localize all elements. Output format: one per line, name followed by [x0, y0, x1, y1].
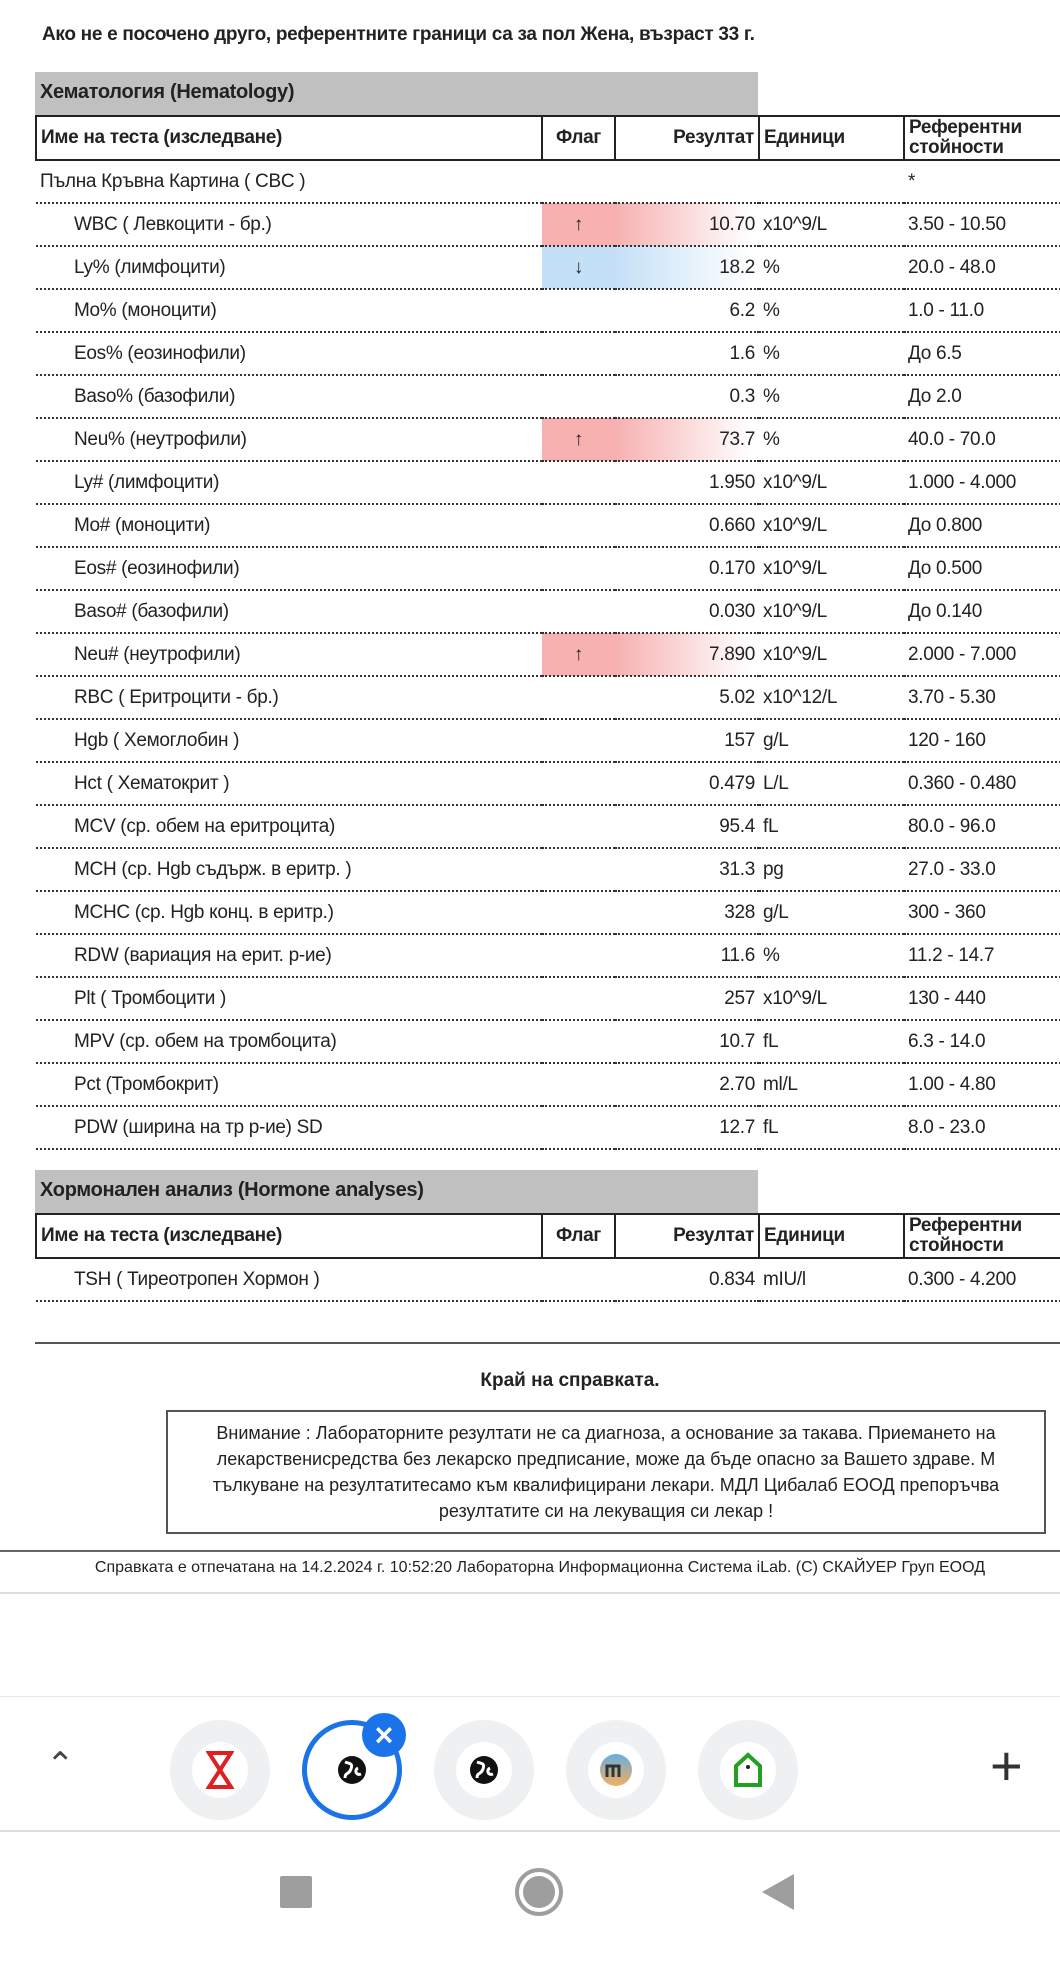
divider: [0, 1592, 1060, 1594]
units: x10^9/L: [759, 633, 904, 676]
units: fL: [759, 1106, 904, 1149]
divider: [0, 1550, 1060, 1552]
result: 157: [615, 719, 759, 762]
test-name: Baso% (базофили): [36, 375, 542, 418]
chevron-up-icon[interactable]: ⌃: [46, 1746, 75, 1784]
flag: [542, 375, 615, 418]
table-row: [36, 504, 1060, 547]
test-name: Hct ( Хематокрит ): [36, 762, 542, 805]
units: L/L: [759, 762, 904, 805]
disclaimer-line: Внимание : Лабораторните резултати не са диагноза, а основание за такава. Приемането на: [216, 1423, 996, 1443]
result: 257: [615, 977, 759, 1020]
flag: [542, 1258, 615, 1301]
disclaimer-line: лекарственисредства без лекарско предписание, може да бъде опасно за Вашето здраве. М: [216, 1449, 996, 1469]
reference-note: Ако не е посочено друго, референтните граници са за пол Жена, възраст 33 г.: [42, 24, 755, 45]
flag: [542, 547, 615, 590]
reference-range: До 0.500: [904, 547, 1060, 590]
flag: [542, 461, 615, 504]
tab-home[interactable]: [698, 1720, 798, 1820]
reference-range: 1.000 - 4.000: [904, 461, 1060, 504]
reference-range: 6.3 - 14.0: [904, 1020, 1060, 1063]
test-name: RDW (вариация на ерит. р-ие): [36, 934, 542, 977]
units: %: [759, 246, 904, 289]
result: 18.2: [615, 246, 759, 289]
flag: [542, 934, 615, 977]
units: g/L: [759, 891, 904, 934]
table-row: [36, 547, 1060, 590]
result: 2.70: [615, 1063, 759, 1106]
result: 31.3: [615, 848, 759, 891]
result: 95.4: [615, 805, 759, 848]
result: 0.834: [615, 1258, 759, 1301]
flag: [542, 1063, 615, 1106]
test-name: Ly% (лимфоцити): [36, 246, 542, 289]
test-name: Eos# (еозинофили): [36, 547, 542, 590]
table-row: [36, 1106, 1060, 1149]
col-result: Резултат: [615, 116, 759, 160]
units: %: [759, 332, 904, 375]
test-name: Ly# (лимфоцити): [36, 461, 542, 504]
result: 6.2: [615, 289, 759, 332]
reference-range: 130 - 440: [904, 977, 1060, 1020]
units: x10^9/L: [759, 203, 904, 246]
reference-range: 120 - 160: [904, 719, 1060, 762]
table-row: [36, 289, 1060, 332]
table-row: [36, 719, 1060, 762]
test-name: Baso# (базофили): [36, 590, 542, 633]
test-name: TSH ( Тиреотропен Хормон ): [36, 1258, 542, 1301]
flag: ↑: [542, 633, 615, 676]
result: 0.030: [615, 590, 759, 633]
section-title-hormones: Хормонален анализ (Hormone analyses): [35, 1170, 758, 1213]
test-name: MCHC (ср. Hgb конц. в еритр.): [36, 891, 542, 934]
units: %: [759, 375, 904, 418]
reference-range: 1.00 - 4.80: [904, 1063, 1060, 1106]
reference-range: 11.2 - 14.7: [904, 934, 1060, 977]
flag: ↑: [542, 203, 615, 246]
table-row: [36, 805, 1060, 848]
table-row: [36, 633, 1060, 676]
units: x10^9/L: [759, 461, 904, 504]
table-row: [36, 934, 1060, 977]
test-name: MCV (ср. обем на еритроцита): [36, 805, 542, 848]
hourglass-icon: [192, 1742, 248, 1798]
new-tab-icon[interactable]: +: [990, 1734, 1023, 1797]
reference-range: 0.300 - 4.200: [904, 1258, 1060, 1301]
table-row: [36, 375, 1060, 418]
reference-range: 8.0 - 23.0: [904, 1106, 1060, 1149]
test-name: Hgb ( Хемоглобин ): [36, 719, 542, 762]
result: 1.950: [615, 461, 759, 504]
flag: [542, 504, 615, 547]
test-name: Mo# (моноцити): [36, 504, 542, 547]
table-header: [36, 1214, 1060, 1258]
test-name: Mo% (моноцити): [36, 289, 542, 332]
col-name: Име на теста (изследване): [36, 1214, 542, 1258]
reference-range: До 6.5: [904, 332, 1060, 375]
col-ref: Референтни стойности: [904, 1214, 1060, 1258]
home-nav-icon[interactable]: [515, 1868, 563, 1916]
reference-range: 3.70 - 5.30: [904, 676, 1060, 719]
reference-range: 80.0 - 96.0: [904, 805, 1060, 848]
result: 73.7: [615, 418, 759, 461]
reference-range: 0.360 - 0.480: [904, 762, 1060, 805]
test-name: Plt ( Тромбоцити ): [36, 977, 542, 1020]
units: ml/L: [759, 1063, 904, 1106]
units: x10^9/L: [759, 547, 904, 590]
col-units: Единици: [759, 1214, 904, 1258]
col-units: Единици: [759, 116, 904, 160]
reference-range: 3.50 - 10.50: [904, 203, 1060, 246]
home-icon: [720, 1742, 776, 1798]
flag: [542, 891, 615, 934]
test-name: Eos% (еозинофили): [36, 332, 542, 375]
test-name: Neu# (неутрофили): [36, 633, 542, 676]
result: 0.170: [615, 547, 759, 590]
result: 11.6: [615, 934, 759, 977]
col-name: Име на теста (изследване): [36, 116, 542, 160]
flag: [542, 1106, 615, 1149]
result: 1.6: [615, 332, 759, 375]
test-name: MPV (ср. обем на тромбоцита): [36, 1020, 542, 1063]
m-logo-icon: [588, 1742, 644, 1798]
reference-range: 300 - 360: [904, 891, 1060, 934]
units: fL: [759, 805, 904, 848]
table-row: [36, 891, 1060, 934]
flag: [542, 590, 615, 633]
table-row: [36, 590, 1060, 633]
result: 10.70: [615, 203, 759, 246]
result: 0.660: [615, 504, 759, 547]
units: %: [759, 289, 904, 332]
units: pg: [759, 848, 904, 891]
flag: [542, 332, 615, 375]
reference-range: До 2.0: [904, 375, 1060, 418]
flag: ↑: [542, 418, 615, 461]
tab-globe[interactable]: [434, 1720, 534, 1820]
disclaimer-box: [166, 1410, 1046, 1534]
flag: [542, 1020, 615, 1063]
table-row: [36, 246, 1060, 289]
col-result: Резултат: [615, 1214, 759, 1258]
result: 10.7: [615, 1020, 759, 1063]
section-title-hematology: Хематология (Hematology): [35, 72, 758, 115]
hematology-table: [35, 115, 1060, 1150]
group-row: [36, 160, 1060, 203]
units: %: [759, 418, 904, 461]
flag: ↓: [542, 246, 615, 289]
reference-range: 40.0 - 70.0: [904, 418, 1060, 461]
reference-range: До 0.800: [904, 504, 1060, 547]
globe-icon: [456, 1742, 512, 1798]
table-row: [36, 461, 1060, 504]
recents-icon[interactable]: [280, 1876, 312, 1908]
col-flag: Флаг: [542, 116, 615, 160]
disclaimer-line: тълкуване на резултатитесамо към квалифицирани лекари. МДЛ Цибалаб ЕООД препоръчва: [212, 1475, 1000, 1495]
reference-range: 2.000 - 7.000: [904, 633, 1060, 676]
table-header: [36, 116, 1060, 160]
flag: [542, 848, 615, 891]
test-name: PDW (ширина на тр р-ие) SD: [36, 1106, 542, 1149]
units: x10^9/L: [759, 590, 904, 633]
table-row: [36, 848, 1060, 891]
group-name: Пълна Кръвна Картина ( CBC ): [36, 160, 542, 203]
units: x10^12/L: [759, 676, 904, 719]
system-nav-bar: [0, 1832, 1060, 1962]
flag: [542, 719, 615, 762]
table-row: [36, 203, 1060, 246]
reference-range: До 0.140: [904, 590, 1060, 633]
disclaimer-line: резултатите си на лекуващия си лекар !: [438, 1501, 774, 1521]
test-name: WBC ( Левкоцити - бр.): [36, 203, 542, 246]
divider: [35, 1342, 1060, 1344]
table-row: [36, 1063, 1060, 1106]
units: x10^9/L: [759, 977, 904, 1020]
units: mIU/l: [759, 1258, 904, 1301]
flag: [542, 762, 615, 805]
reference-range: 27.0 - 33.0: [904, 848, 1060, 891]
units: fL: [759, 1020, 904, 1063]
units: g/L: [759, 719, 904, 762]
flag: [542, 977, 615, 1020]
end-of-report: Край на справката.: [480, 1370, 660, 1391]
table-row: [36, 332, 1060, 375]
group-ref: *: [904, 160, 1060, 203]
test-name: Pct (Тромбокрит): [36, 1063, 542, 1106]
result: 328: [615, 891, 759, 934]
result: 7.890: [615, 633, 759, 676]
test-name: RBC ( Еритроцити - бр.): [36, 676, 542, 719]
result: 0.3: [615, 375, 759, 418]
units: %: [759, 934, 904, 977]
table-row: [36, 977, 1060, 1020]
col-flag: Флаг: [542, 1214, 615, 1258]
table-row: [36, 762, 1060, 805]
result: 0.479: [615, 762, 759, 805]
flag: [542, 805, 615, 848]
table-row: [36, 418, 1060, 461]
test-name: MCH (ср. Hgb съдърж. в еритр. ): [36, 848, 542, 891]
close-tab-icon[interactable]: ×: [362, 1713, 406, 1757]
hormone-table: [35, 1213, 1060, 1302]
flag: [542, 289, 615, 332]
browser-tab-bar: [0, 1696, 1060, 1830]
printed-footer: Справката е отпечатана на 14.2.2024 г. 10:52:20 Лабораторна Информационна Система iLab. (C) СКАЙУЕР Груп ЕООД: [94, 1559, 986, 1576]
result: 5.02: [615, 676, 759, 719]
reference-range: 1.0 - 11.0: [904, 289, 1060, 332]
col-ref: Референтни стойности: [904, 116, 1060, 160]
back-icon[interactable]: [762, 1874, 794, 1910]
units: x10^9/L: [759, 504, 904, 547]
table-row: [36, 676, 1060, 719]
test-name: Neu% (неутрофили): [36, 418, 542, 461]
result: 12.7: [615, 1106, 759, 1149]
tab-m-app[interactable]: [566, 1720, 666, 1820]
table-row: [36, 1258, 1060, 1301]
table-row: [36, 1020, 1060, 1063]
tab-hourglass[interactable]: [170, 1720, 270, 1820]
flag: [542, 676, 615, 719]
reference-range: 20.0 - 48.0: [904, 246, 1060, 289]
